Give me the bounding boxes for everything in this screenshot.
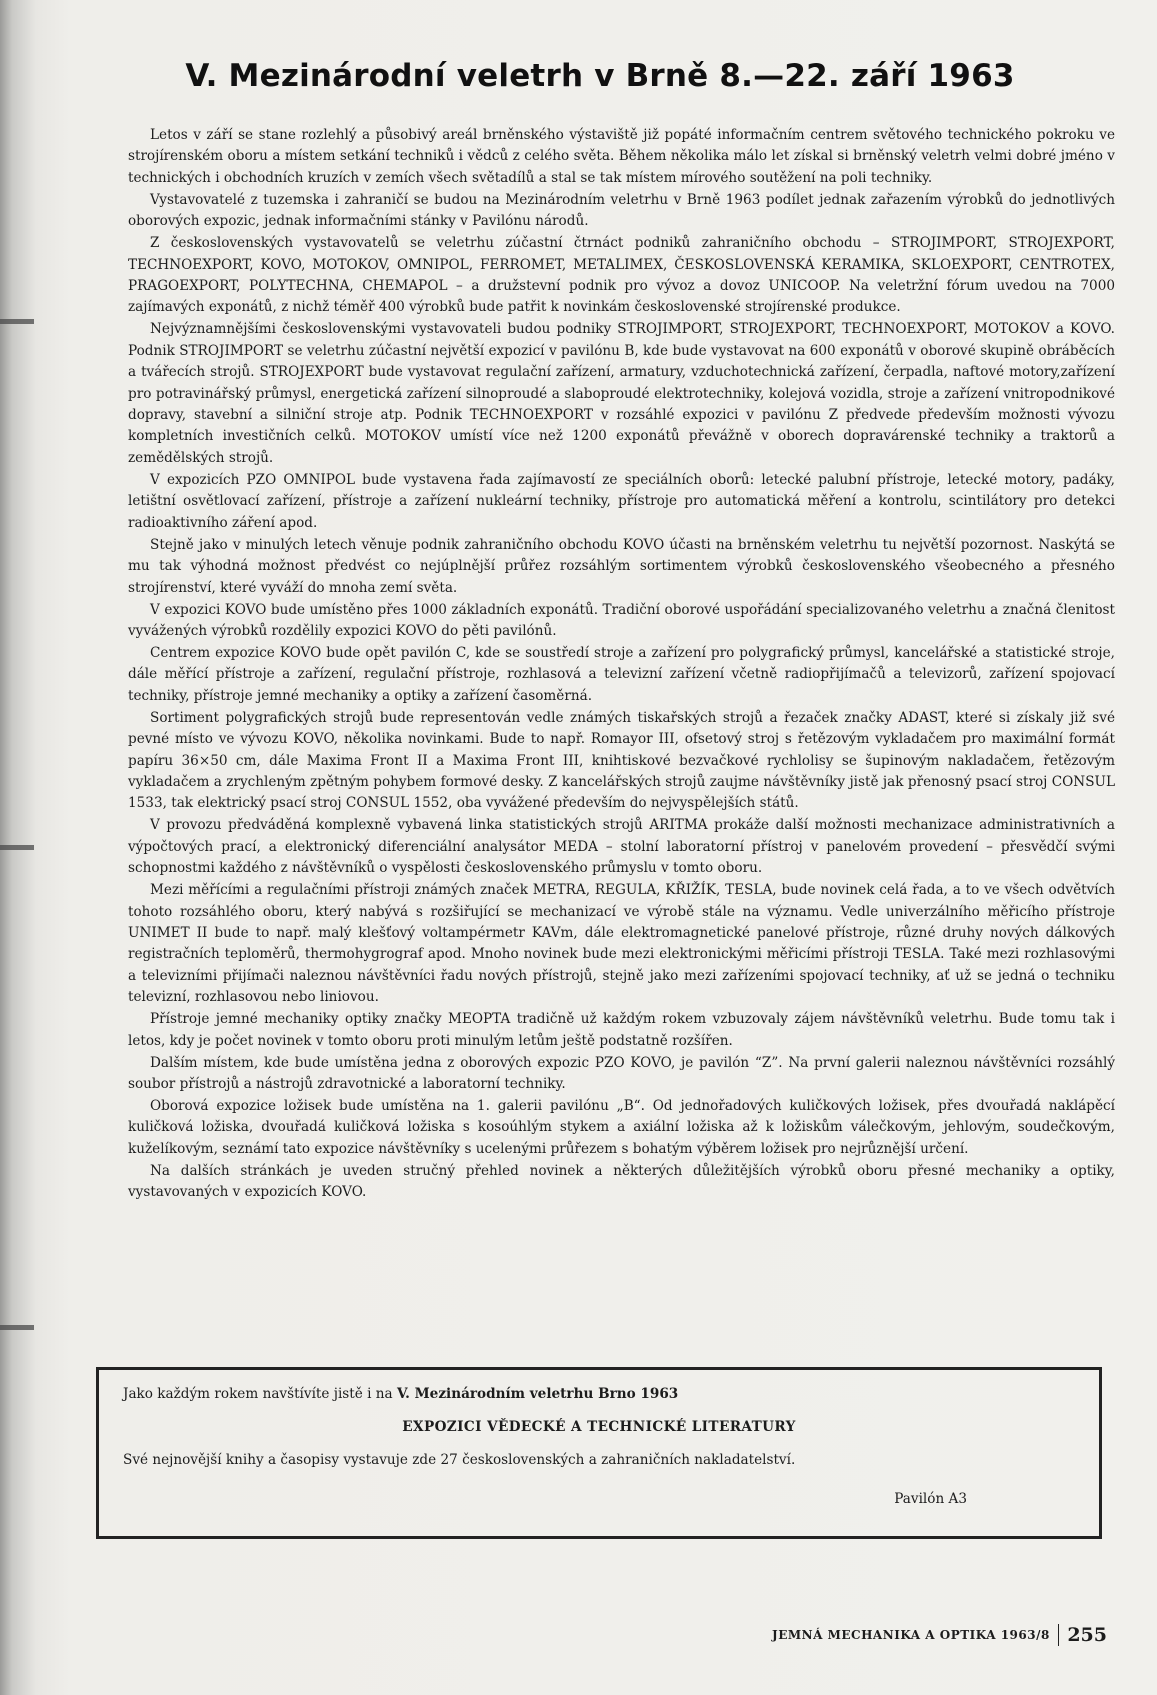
article-body <box>128 125 1115 1204</box>
notice-intro: Jako každým rokem navštívíte jistě i na <box>123 1386 393 1402</box>
paragraph: Dalším místem, kde bude umístěna jedna z oborových expozic PZO KOVO, je pavilón “Z”. Na první galerii naleznou návštěvníci rozsáhlý soubor přístrojů a nástrojů zdravotnické a laboratorní techniky. <box>128 1054 1115 1092</box>
page-footer <box>772 1624 1107 1646</box>
footer-divider <box>1058 1624 1060 1646</box>
notice-event: V. Mezinárodním veletrhu Brno 1963 <box>396 1386 679 1402</box>
paragraph: V provozu předváděná komplexně vybavená linka statistických strojů ARITMA prokáže další možnosti mechanizace administrativních a výpočtových prací, a elektronický diferenciální analysátor MEDA – stolní laboratorní přístroj v panelovém provedení – přesvědčí svými schopnostmi každého z návštěvníků o vyspělosti československého průmyslu v tomto oboru. <box>128 817 1115 877</box>
paragraph: Centrem expozice KOVO bude opět pavilón C, kde se soustředí stroje a zařízení pro polygrafický průmysl, kancelářské a statistické stroje, dále měřící přístroje a zařízení, regulační přístroje, rozhlasová a televizní zařízení včetně radiopřijímačů a televizorů, zařízení spojovací techniky, přístroje jemné mechaniky a optiky a zařízení časoměrná. <box>128 644 1115 704</box>
paragraph: V expozicích PZO OMNIPOL bude vystavena řada zajímavostí ze speciálních oborů: letecké palubní přístroje, letecké motory, padáky, letištní osvětlovací zařízení, přístroje a zařízení nukleární techniky, přístroje pro automatická měření a kontrolu, scintilátory pro detekci radioaktivního záření apod. <box>128 471 1115 531</box>
paragraph: Vystavovatelé z tuzemska i zahraničí se budou na Mezinárodním veletrhu v Brně 1963 podílet jednak zařazením výrobků do jednotlivých oborových expozic, jednak informačními stánky v Pavilónu národů. <box>128 191 1115 230</box>
binding-mark <box>0 845 34 850</box>
paragraph: Stejně jako v minulých letech věnuje podnik zahraničního obchodu KOVO účasti na brněnském veletrhu tu největší pozornost. Naskýtá se mu tak výhodná možnost předvést co nejúplnější průřez rozsáhlým sortimentem výrobků československého všeobecného a přesného strojírenství, které vyváží do mnoha zemí světa. <box>128 536 1115 596</box>
notice-intro-line <box>123 1386 678 1402</box>
paragraph: Sortiment polygrafických strojů bude representován vedle známých tiskařských strojů a řezaček značky ADAST, které si získaly již své pevné místo ve vývozu KOVO, několika novinkami. Bude to např. Romayor III, ofsetový stroj s řetězovým vykladačem pro maximální formát papíru 36×50 cm, dále Maxima Front II a Maxima Front III, knihtiskové bezvačkové rychlolisy se šupinovým nakladačem, řetězovým vykladačem a zrychleným zpětným pohybem formové desky. Z kancelářských strojů zaujme návštěvníky jistě jak přenosný psací stroj CONSUL 1533, tak elektrický psací stroj CONSUL 1552, oba vyvážené především do nejvyspělejších států. <box>128 709 1115 812</box>
journal-name: JEMNÁ MECHANIKA A OPTIKA 1963/8 <box>772 1628 1050 1642</box>
paragraph: Přístroje jemné mechaniky optiky značky MEOPTA tradičně už každým rokem vzbuzovaly zájem návštěvníků veletrhu. Bude tomu tak i letos, kdy je počet novinek v tomto oboru proti minulým letům ještě podstatně rozšířen. <box>128 1011 1115 1049</box>
notice-heading: EXPOZICI VĚDECKÉ A TECHNICKÉ LITERATURY <box>402 1419 796 1435</box>
paragraph: Na dalších stránkách je uveden stručný přehled novinek a některých důležitějších výrobků oboru přesné mechaniky a optiky, vystavovaných v expozicích KOVO. <box>128 1162 1115 1201</box>
binding-mark <box>0 1325 34 1330</box>
notice-box <box>96 1367 1102 1539</box>
notice-location: Pavilón A3 <box>894 1491 967 1507</box>
page-number: 255 <box>1067 1624 1107 1646</box>
paragraph: Z československých vystavovatelů se veletrhu zúčastní čtrnáct podniků zahraničního obchodu – STROJIMPORT, STROJEXPORT, TECHNOEXPORT, KOVO, MOTOKOV, OMNIPOL, FERROMET, METALIMEX, ČESKOSLOVENSKÁ KERAMIKA, SKLOEXPORT, CENTROTEX, PRAGOEXPORT, POLYTECHNA, CHEMAPOL – a družstevní podnik pro vývoz a dovoz UNICOOP. Na veletržní fórum uvedou na 7000 zajímavých exponátů, z nichž téměř 400 výrobků bude patřit k novinkám československé strojírenské produkce. <box>128 235 1115 316</box>
paragraph: Oborová expozice ložisek bude umístěna na 1. galerii pavilónu „B“. Od jednořadových kuličkových ložisek, přes dvouřadá naklápěcí kuličková ložiska, dvouřadá kuličková ložiska s kosoúhlým stykem a axiální ložiska až k ložiskům válečkovým, jehlovým, soudečkovým, kuželíkovým, seznámí tato expozice návštěvníky s ucelenými průřezem s bohatým výběrem ložisek pro nejrůznější určení. <box>128 1098 1115 1157</box>
paragraph: Letos v září se stane rozlehlý a působivý areál brněnského výstaviště již popáté informačním centrem světového technického pokroku ve strojírenském oboru a místem setkání techniků i vědců z celého světa. Během několika málo let získal si brněnský veletrh velmi dobré jméno v technických i obchodních kruzích v zemích všech světadílů a stal se tak místem mírového soutěžení na poli techniky. <box>128 127 1115 186</box>
page-title: V. Mezinárodní veletrh v Brně 8.—22. září 1963 <box>185 58 1015 94</box>
paragraph: V expozici KOVO bude umístěno přes 1000 základních exponátů. Tradiční oborové uspořádání specializovaného veletrhu a značná členitost vyvážených výrobků rozdělily expozici KOVO do pěti pavilónů. <box>128 601 1115 639</box>
binding-mark <box>0 319 34 324</box>
notice-text: Své nejnovější knihy a časopisy vystavuje zde 27 československých a zahraničních nakladatelství. <box>123 1452 796 1468</box>
paragraph: Nejvýznamnějšími československými vystavovateli budou podniky STROJIMPORT, STROJEXPORT, TECHNOEXPORT, MOTOKOV a KOVO. Podnik STROJIMPORT se veletrhu zúčastní největší expozicí v pavilónu B, kde bude vystavovat na 600 exponátů v oborové skupině obráběcích a tvářecích strojů. STROJEXPORT bude vystavovat regulační zařízení, armatury, vzduchotechnická zařízení, čerpadla, naftové motory,zařízení pro potravinářský průmysl, energetická zařízení silnoproudé a slaboproudé elektrotechniky, kolejová vozidla, stroje a zařízení vnitropodnikové dopravy, stavební a silniční stroje atp. Podnik TECHNOEXPORT v rozsáhlé expozici v pavilónu Z předvede především možnosti vývozu kompletních investičních celků. MOTOKOV umístí více než 1200 exponátů převážně v oborech dopravárenské techniky a traktorů a zemědělských strojů. <box>128 321 1115 466</box>
paragraph: Mezi měřícími a regulačními přístroji známých značek METRA, REGULA, KŘIŽÍK, TESLA, bude novinek celá řada, a to ve všech odvětvích tohoto rozsáhlého oboru, který nabývá s rozšiřující se mechanizací ve výrobě stále na významu. Vedle univerzálního měřicího přístroje UNIMET II bude to např. malý klešťový voltampérmetr KAVm, dále elektromagnetické panelové přístroje, různé druhy nových dálkových registračních teploměrů, thermohygrograf apod. Mnoho novinek bude mezi elektronickými měřicími přístroji TESLA. Také mezi rozhlasovými a televizními přijímači naleznou návštěvníci řadu nových přístrojů, stejně jako mezi zařízeními spojovací techniky, ať už se jedná o techniku televizní, rozhlasovou nebo liniovou. <box>128 882 1115 1006</box>
